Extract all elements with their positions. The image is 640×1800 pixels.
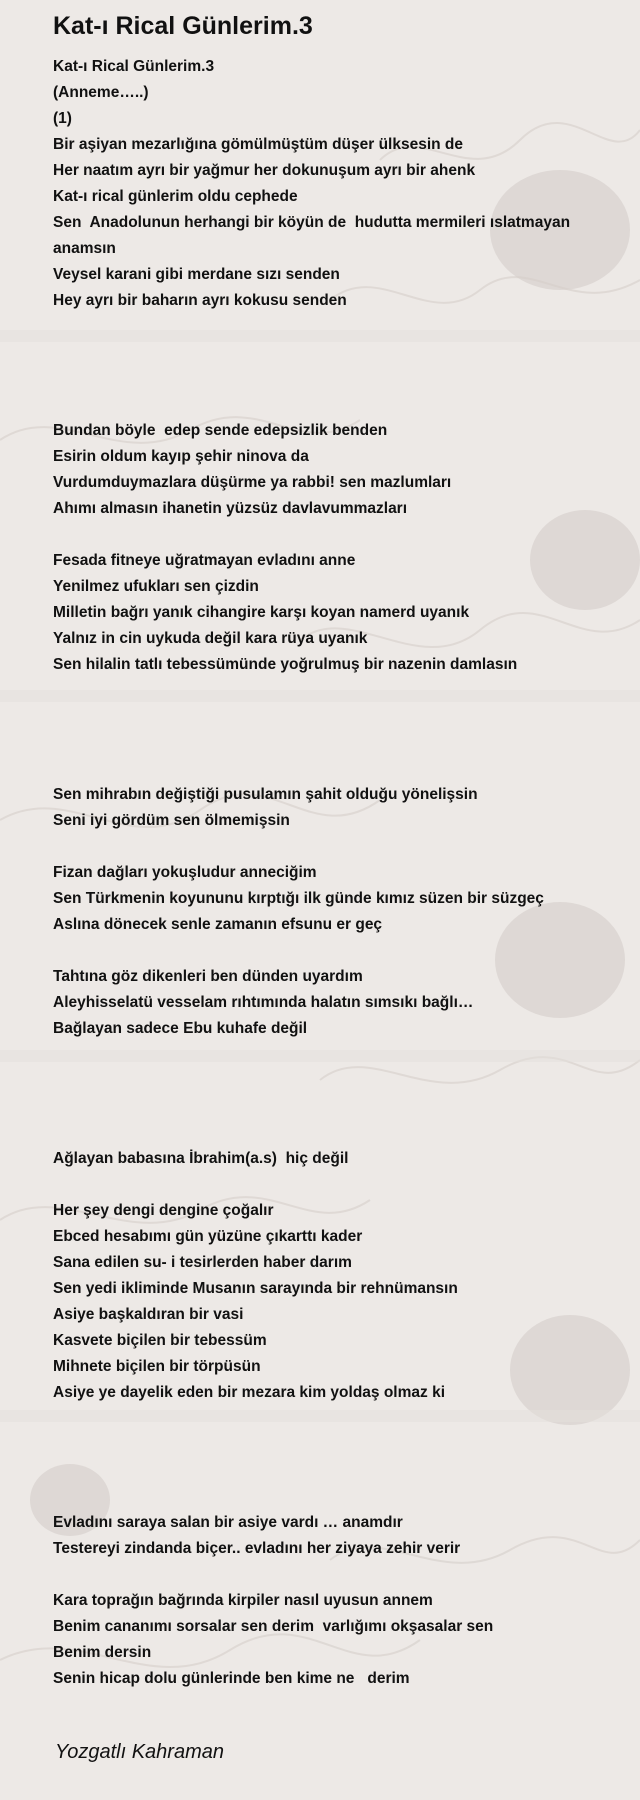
poem-body: Kat-ı Rical Günlerim.3 (Anneme…..) (1) Bir aşiyan mezarlığına gömülmüştüm düşer ülksesin de Her naatım ayrı bir yağmur her dokunuşum ayrı bir ahenk Kat-ı rical günlerim oldu cephede Sen Anadolunun herhangi bir köyün de hudutta mermileri ıslatmayan anamsın Veysel karani gibi merdane sızı senden Hey ayrı bir baharın ayrı kokusu senden Bundan böyle edep sende edepsizlik benden Esirin oldum kayıp şehir ninova da Vurdumduymazlara düşürme ya rabbi! sen mazlumları Ahımı almasın ihanetin yüzsüz davlavummazları Fesada fitneye uğratmayan evladını anne Yenilmez ufukları sen çizdin Milletin bağrı yanık cihangire karşı koyan namerd uyanık Yalnız in cin uykuda değil kara rüya uyanık Sen hilalin tatlı tebessümünde yoğrulmuş bir nazenin damlasın Sen mihrabın değiştiği pusulamın şahit olduğu yönelişsin Seni iyi gördüm sen ölmemişsin Fizan dağları yokuşludur anneciğim Sen Türkmenin koyununu kırptığı ilk günde kımız süzen bir süzgeç Aslına dönecek senle zamanın efsunu er geç Tahtına göz dikenleri ben dünden uyardım Aleyhisselatü vesselam rıhtımında halatın sımsıkı bağlı… Bağlayan sadece Ebu kuhafe değil Ağlayan babasına İbrahim(a.s) hiç değil Her şey dengi dengine çoğalır Ebced hesabımı gün yüzüne çıkarttı kader Sana edilen su- i tesirlerden haber darım Sen yedi ikliminde Musanın sarayında bir rehnümansın Asiye başkaldıran bir vasi Kasvete biçilen bir tebessüm Mihnete biçilen bir törpüsün Asiye ye dayelik eden bir mezara kim yoldaş olmaz ki Evladını saraya salan bir asiye vardı … anamdır Testereyi zindanda biçer.. evladını her ziyaya zehir verir Kara toprağın bağrında kirpiler nasıl uyusun annem Benim cananımı sorsalar sen derim varlığımı okşasalar sen Benim dersin Senin hicap dolu günlerinde ben kime ne derim [53,58,571,1687]
author-name: Yozgatlı Kahraman [55,1741,224,1763]
page-title: Kat-ı Rical Günlerim.3 [53,12,313,40]
